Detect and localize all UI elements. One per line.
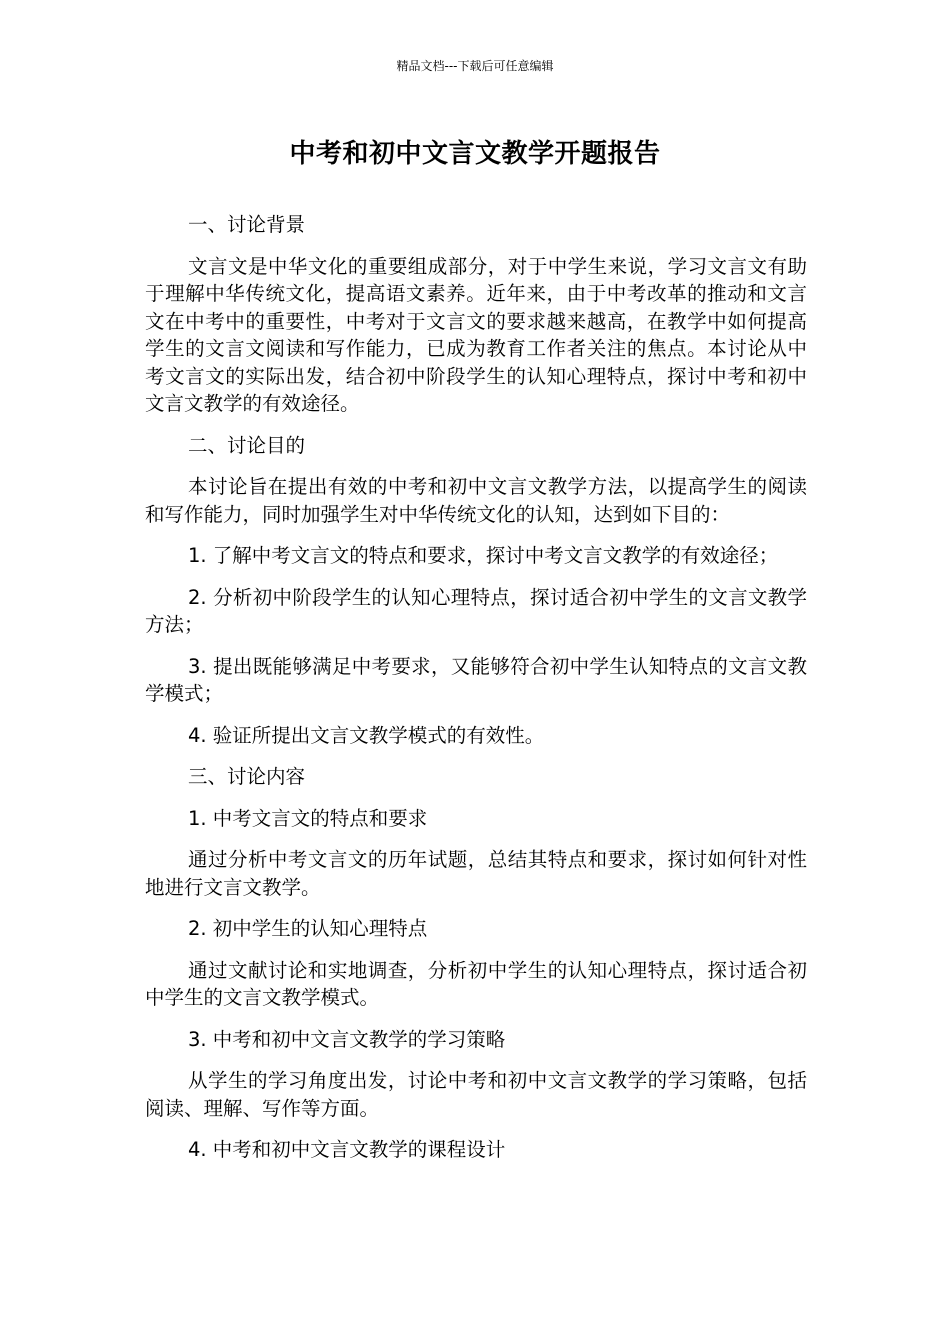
purpose-item-1: 1. 了解中考文言文的特点和要求，探讨中考文言文教学的有效途径； bbox=[188, 544, 779, 567]
content-subheading-4: 4. 中考和初中文言文教学的课程设计 bbox=[188, 1138, 506, 1161]
content-paragraph-1: 通过分析中考文言文的历年试题，总结其特点和要求，探讨如何针对性地进行文言文教学。 bbox=[145, 848, 807, 899]
purpose-item-3: 3. 提出既能够满足中考要求，又能够符合初中学生认知特点的文言文教学模式； bbox=[145, 654, 807, 705]
page-header: 精品文档---下载后可任意编辑 bbox=[396, 59, 554, 73]
content-subheading-2: 2. 初中学生的认知心理特点 bbox=[188, 917, 428, 940]
section-heading-purpose: 二、讨论目的 bbox=[188, 433, 306, 457]
purpose-paragraph: 本讨论旨在提出有效的中考和初中文言文教学方法，以提高学生的阅读和写作能力，同时加强学生对中华传统文化的认知，达到如下目的： bbox=[145, 475, 807, 526]
section-heading-background: 一、讨论背景 bbox=[188, 213, 306, 236]
document-title: 中考和初中文言文教学开题报告 bbox=[289, 139, 661, 169]
background-paragraph: 文言文是中华文化的重要组成部分，对于中学生来说，学习文言文有助于理解中华传统文化，提高语文素养。近年来，由于中考改革的推动和文言文在中考中的重要性，中考对于文言文的要求越来越高，在教学中如何提高学生的文言文阅读和写作能力，已成为教育工作者关注的焦点。本讨论从中考文言文的实际出发，结合初中阶段学生的认知心理特点，探讨中考和初中文言文教学的有效途径。 bbox=[145, 254, 807, 415]
section-heading-content: 三、讨论内容 bbox=[188, 765, 306, 788]
content-subheading-3: 3. 中考和初中文言文教学的学习策略 bbox=[188, 1027, 506, 1051]
purpose-item-4: 4. 验证所提出文言文教学模式的有效性。 bbox=[188, 723, 545, 747]
content-subheading-1: 1. 中考文言文的特点和要求 bbox=[188, 806, 428, 830]
purpose-item-2: 2. 分析初中阶段学生的认知心理特点，探讨适合初中学生的文言文教学方法； bbox=[145, 585, 807, 636]
content-paragraph-3: 从学生的学习角度出发，讨论中考和初中文言文教学的学习策略，包括阅读、理解、写作等方面。 bbox=[145, 1069, 807, 1120]
content-paragraph-2: 通过文献讨论和实地调查，分析初中学生的认知心理特点，探讨适合初中学生的文言文教学模式。 bbox=[145, 958, 807, 1009]
document-body bbox=[145, 211, 807, 1178]
